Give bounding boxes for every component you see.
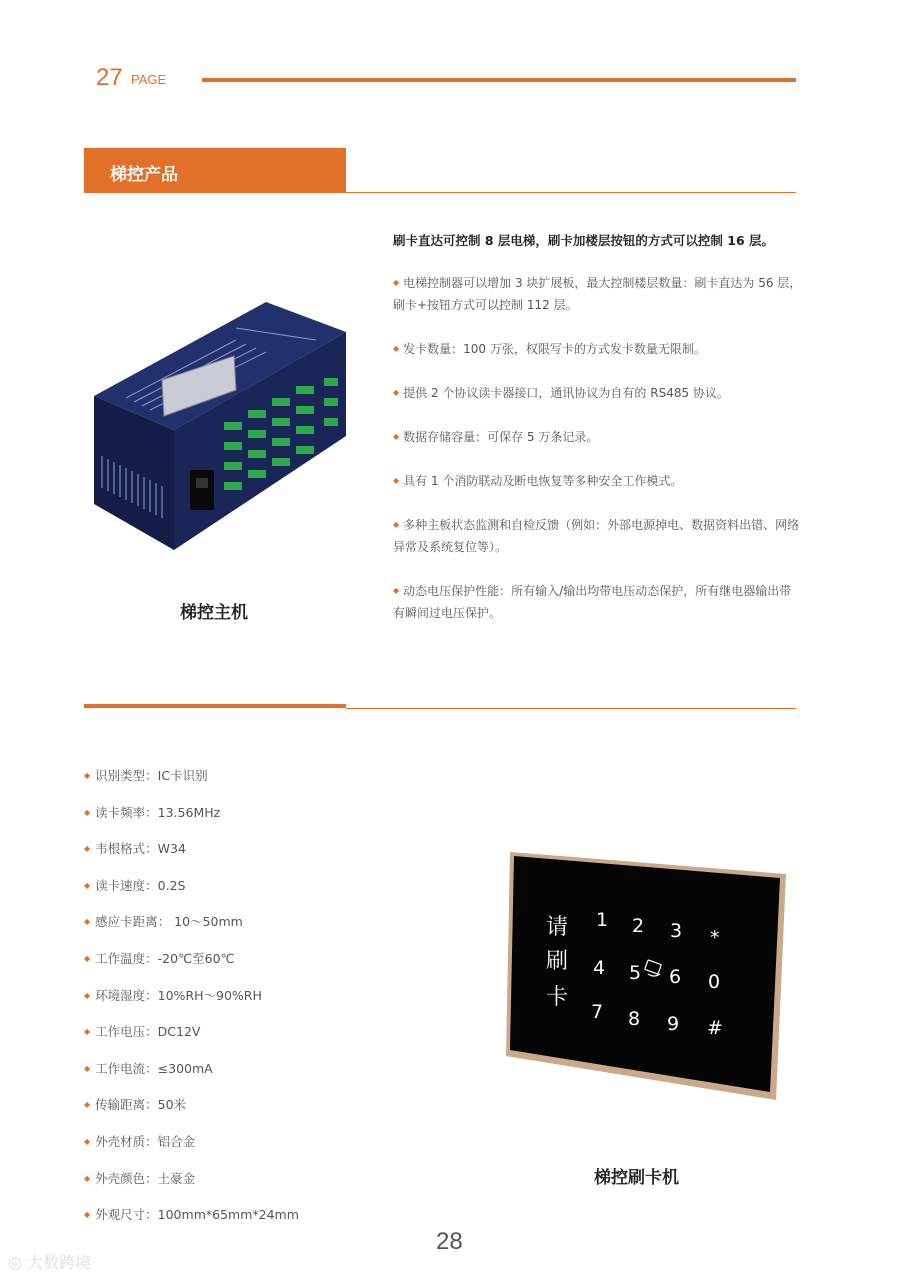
footer-page-number: 28 xyxy=(436,1228,463,1255)
keypad-key: 0 xyxy=(708,971,721,993)
diamond-bullet-icon: ◆ xyxy=(393,344,400,353)
keypad-key: 9 xyxy=(667,1013,680,1035)
diamond-bullet-icon: ◆ xyxy=(84,917,91,927)
diamond-bullet-icon: ◆ xyxy=(393,586,400,595)
diamond-bullet-icon: ◆ xyxy=(393,520,400,529)
diamond-bullet-icon: ◆ xyxy=(84,1210,91,1220)
feature-item: ◆ 多种主板状态监测和自检反馈（例如：外部电源掉电、数据资料出错、网络异常及系统复位等）。 xyxy=(393,518,800,554)
spec-item: ◆ 外壳材质：铝合金 xyxy=(84,1133,196,1149)
keypad-key: 7 xyxy=(591,1001,604,1023)
spec-item: ◆ 工作电压：DC12V xyxy=(84,1024,201,1040)
diamond-bullet-icon: ◆ xyxy=(393,388,400,397)
watermark-logo-icon: ◎ xyxy=(8,1253,28,1272)
diamond-bullet-icon: ◆ xyxy=(393,278,400,287)
diamond-bullet-icon: ◆ xyxy=(84,771,91,780)
keypad-key: 8 xyxy=(628,1008,641,1030)
spec-item: ◆ 环境湿度：10%RH～90%RH xyxy=(84,987,262,1003)
keypad-key: # xyxy=(707,1017,723,1039)
feature-item: ◆ 电梯控制器可以增加 3 块扩展板，最大控制楼层数量：刷卡直达为 56 层，刷卡+按钮方式可以控制 112 层。 xyxy=(393,276,802,312)
controller-caption: 梯控主机 xyxy=(180,603,248,623)
keypad-key: 6 xyxy=(669,966,682,988)
keypad-key: 3 xyxy=(670,920,683,942)
spec-item: ◆ 识别类型：IC卡识别 xyxy=(84,768,208,783)
spec-item: ◆ 感应卡距离： 10～50mm xyxy=(84,914,243,930)
diamond-bullet-icon: ◆ xyxy=(84,953,91,963)
keypad-key: * xyxy=(710,927,720,949)
diamond-bullet-icon: ◆ xyxy=(84,1063,91,1073)
feature-lead: 刷卡直达可控制 8 层电梯，刷卡加楼层按钮的方式可以控制 16 层。 xyxy=(393,233,775,248)
feature-list xyxy=(393,230,803,646)
diamond-bullet-icon: ◆ xyxy=(84,807,91,817)
section-divider-thin xyxy=(346,708,796,709)
feature-item: ◆ 发卡数量：100 万张，权限写卡的方式发卡数量无限制。 xyxy=(393,342,706,356)
diamond-bullet-icon: ◆ xyxy=(84,880,91,890)
card-reader-image xyxy=(504,850,790,1102)
keypad-key: 4 xyxy=(593,957,606,979)
spec-item: ◆ 外壳颜色：土豪金 xyxy=(84,1170,196,1186)
watermark: ◎ 大数跨境 xyxy=(8,1253,92,1272)
header-rule xyxy=(202,78,796,82)
reader-prompt-char: 卡 xyxy=(546,985,569,1010)
controller-image xyxy=(86,298,348,560)
card-reader-caption: 梯控刷卡机 xyxy=(594,1168,679,1188)
spec-item: ◆ 传输距离：50米 xyxy=(84,1097,187,1113)
page-label: PAGE xyxy=(131,72,167,87)
feature-item: ◆ 具有 1 个消防联动及断电恢复等多种安全工作模式。 xyxy=(393,474,683,488)
diamond-bullet-icon: ◆ xyxy=(84,844,91,854)
page-number: 27 xyxy=(96,64,123,91)
section-rule xyxy=(346,192,796,193)
section-divider xyxy=(84,704,346,708)
feature-item: ◆ 数据存储容量：可保存 5 万条记录。 xyxy=(393,430,599,444)
reader-prompt-char: 刷 xyxy=(546,949,569,974)
keypad-key: 1 xyxy=(596,909,609,931)
reader-prompt-char: 请 xyxy=(546,915,569,940)
diamond-bullet-icon: ◆ xyxy=(84,1100,91,1110)
diamond-bullet-icon: ◆ xyxy=(84,1136,91,1146)
spec-item: ◆ 外观尺寸：100mm*65mm*24mm xyxy=(84,1207,299,1223)
keypad-key: 5 xyxy=(629,962,642,984)
diamond-bullet-icon: ◆ xyxy=(84,1173,91,1183)
diamond-bullet-icon: ◆ xyxy=(84,1027,91,1037)
feature-item: ◆ 提供 2 个协议读卡器接口，通讯协议为自有的 RS485 协议。 xyxy=(393,386,729,400)
diamond-bullet-icon: ◆ xyxy=(393,476,400,485)
spec-item: ◆ 工作电流：≤300mA xyxy=(84,1060,213,1076)
diamond-bullet-icon: ◆ xyxy=(84,990,91,1000)
diamond-bullet-icon: ◆ xyxy=(393,432,400,441)
keypad-key: 2 xyxy=(632,915,645,937)
section-title: 梯控产品 xyxy=(110,165,178,185)
spec-item: ◆ 工作温度：-20℃至60℃ xyxy=(84,950,235,966)
spec-list xyxy=(84,766,299,1242)
spec-item: ◆ 韦根格式：W34 xyxy=(84,841,186,857)
feature-item: ◆ 动态电压保护性能：所有输入/输出均带电压动态保护，所有继电器输出带有瞬间过电压保护。 xyxy=(393,584,792,620)
spec-item: ◆ 读卡频率：13.56MHz xyxy=(84,804,221,820)
spec-item: ◆ 读卡速度：0.2S xyxy=(84,877,186,893)
